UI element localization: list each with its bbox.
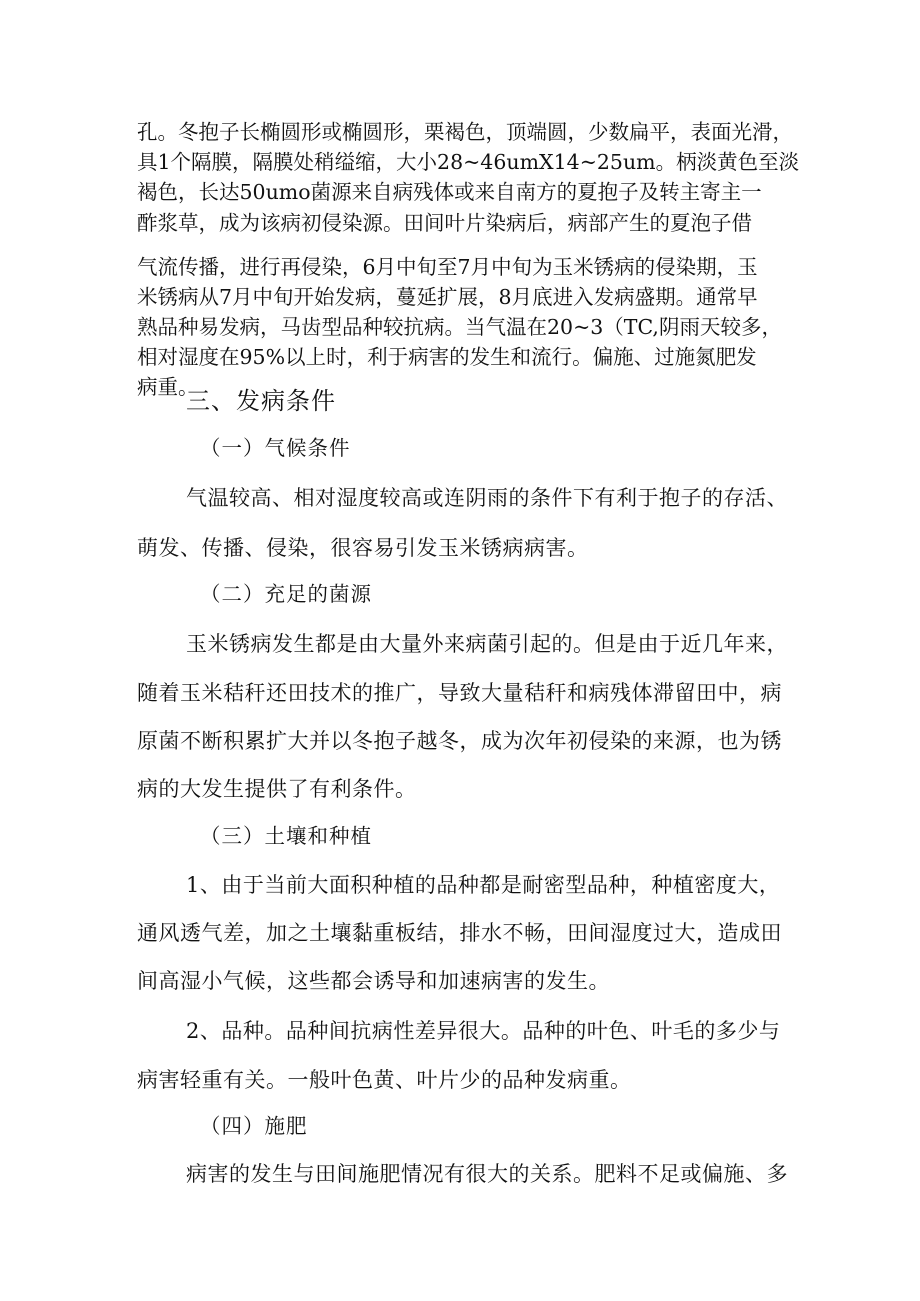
- text-line: 孔。冬抱子长椭圆形或椭圆形，栗褐色，顶端圆，少数扁平，表面光滑，: [137, 120, 793, 144]
- subsection-title: （一）气候条件: [200, 436, 351, 460]
- text-line: 玉米锈病发生都是由大量外来病菌引起的。但是由于近几年来，: [186, 632, 788, 656]
- text-line: 具1个隔膜，隔膜处稍缢缩，大小28~46umX14~25um。柄淡黄色至淡: [137, 150, 800, 174]
- subsection-title: （四）施肥: [200, 1114, 308, 1138]
- text-line: 熟品种易发病，马齿型品种较抗病。当气温在20~3（TC,阴雨天较多，: [137, 315, 782, 339]
- text-line: 病害轻重有关。一般叶色黄、叶片少的品种发病重。: [137, 1068, 632, 1092]
- text-line: 随着玉米秸秆还田技术的推广，导致大量秸秆和病残体滞留田中，病: [137, 681, 782, 705]
- text-line: 1、由于当前大面积种植的品种都是耐密型品种，种植密度大，: [186, 873, 781, 897]
- text-line: 2、品种。品种间抗病性差异很大。品种的叶色、叶毛的多少与: [186, 1019, 781, 1043]
- text-line: 气温较高、相对湿度较高或连阴雨的条件下有利于抱子的存活、: [186, 486, 788, 510]
- text-line: 通风透气差，加之土壤黏重板结，排水不畅，田间湿度过大，造成田: [137, 921, 782, 945]
- subsection-title: （三）土壤和种植: [200, 824, 372, 848]
- text-line: 相对湿度在95%以上时，利于病害的发生和流行。偏施、过施氮肥发: [137, 345, 757, 369]
- section-heading: 三、发病条件: [186, 387, 336, 415]
- text-line: 气流传播，进行再侵染，6月中旬至7月中旬为玉米锈病的侵染期，玉: [137, 255, 758, 279]
- text-line: 病重。: [137, 375, 199, 399]
- text-line: 病的大发生提供了有利条件。: [137, 777, 417, 801]
- text-line: 原菌不断积累扩大并以冬抱子越冬，成为次年初侵染的来源，也为锈: [137, 729, 782, 753]
- text-line: 米锈病从7月中旬开始发病，蔓延扩展，8月底进入发病盛期。通常早: [137, 285, 758, 309]
- subsection-title: （二）充足的菌源: [200, 582, 372, 606]
- text-line: 酢浆草，成为该病初侵染源。田间叶片染病后，病部产生的夏泡子借: [137, 211, 752, 235]
- text-line: 萌发、传播、侵染，很容易引发玉米锈病病害。: [137, 536, 589, 560]
- text-line: 间高湿小气候，这些都会诱导和加速病害的发生。: [137, 969, 610, 993]
- text-line: 病害的发生与田间施肥情况有很大的关系。肥料不足或偏施、多: [186, 1162, 788, 1186]
- text-line: 褐色，长达50umo菌源来自病残体或来自南方的夏抱子及转主寄主一: [137, 180, 762, 204]
